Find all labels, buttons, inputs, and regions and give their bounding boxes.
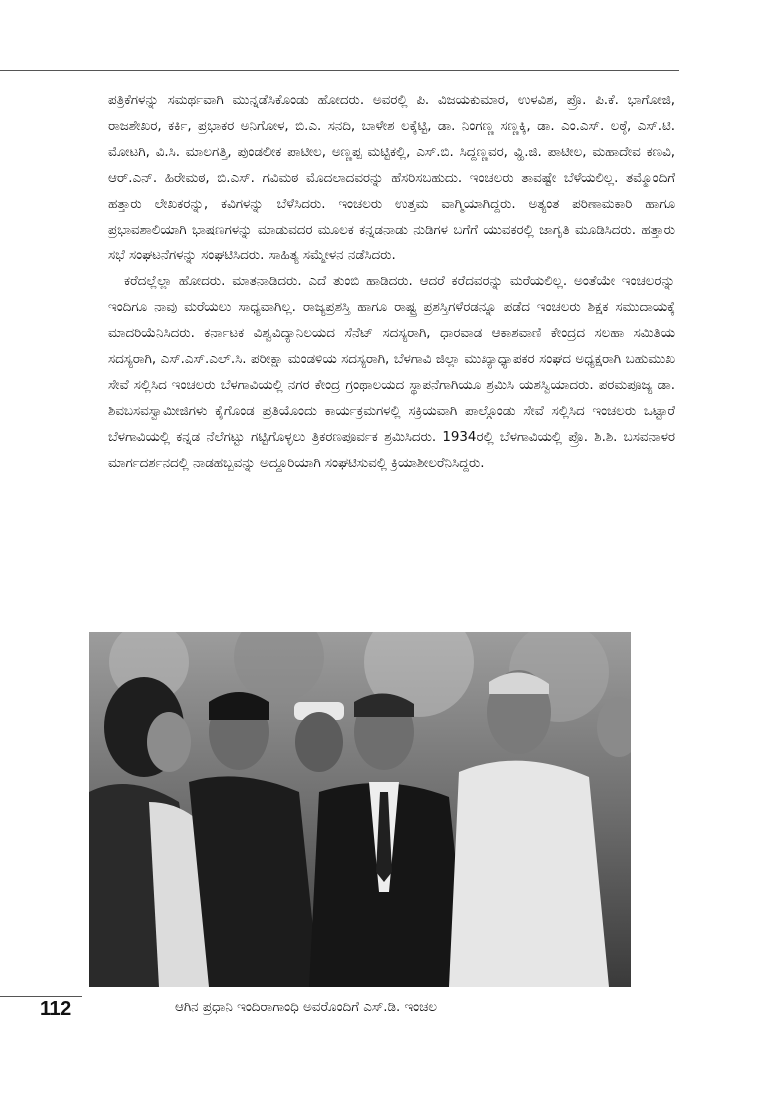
body-text xyxy=(108,88,675,477)
paragraph-2: ಕರೆದಲ್ಲೆಲ್ಲಾ ಹೋದರು. ಮಾತನಾಡಿದರು. ಎದೆ ತುಂಬಿ ಹಾಡಿದರು. ಆದರೆ ಕರೆದವರನ್ನು ಮರೆಯಲಿಲ್ಲ. ಅಂತೆಯೇ ಇಂಚಲರನ್ನು ಇಂದಿಗೂ ನಾವು ಮರೆಯಲು ಸಾಧ್ಯವಾಗಿಲ್ಲ. ರಾಜ್ಯಪ್ರಶಸ್ತಿ ಹಾಗೂ ರಾಷ್ಟ್ರ ಪ್ರಶಸ್ತಿಗಳೆರಡನ್ನೂ ಪಡೆದ ಇಂಚಲರು ಶಿಕ್ಷಕ ಸಮುದಾಯಕ್ಕೆ ಮಾದರಿಯೆನಿಸಿದರು. ಕರ್ನಾಟಕ ವಿಶ್ವವಿದ್ಯಾನಿಲಯದ ಸೆನೆಟ್ ಸದಸ್ಯರಾಗಿ, ಧಾರವಾಡ ಆಕಾಶವಾಣಿ ಕೇಂದ್ರದ ಸಲಹಾ ಸಮಿತಿಯ ಸದಸ್ಯರಾಗಿ, ಎಸ್.ಎಸ್.ಎಲ್.ಸಿ. ಪರೀಕ್ಷಾ ಮಂಡಳಿಯ ಸದಸ್ಯರಾಗಿ, ಬೆಳಗಾವಿ ಜಿಲ್ಲಾ ಮುಖ್ಯಾಧ್ಯಾಪಕರ ಸಂಘದ ಅಧ್ಯಕ್ಷರಾಗಿ ಬಹುಮುಖ ಸೇವೆ ಸಲ್ಲಿಸಿದ ಇಂಚಲರು ಬೆಳಗಾವಿಯಲ್ಲಿ ನಗರ ಕೇಂದ್ರ ಗ್ರಂಥಾಲಯದ ಸ್ಥಾಪನೆಗಾಗಿಯೂ ಶ್ರಮಿಸಿ ಯಶಸ್ವಿಯಾದರು. ಪರಮಪೂಜ್ಯ ಡಾ. ಶಿವಬಸವಸ್ವಾಮೀಜಿಗಳು ಕೈಗೊಂಡ ಪ್ರತಿಯೊಂದು ಕಾರ್ಯಕ್ರಮಗಳಲ್ಲಿ ಸಕ್ರಿಯವಾಗಿ ಪಾಲ್ಗೊಂಡು ಸೇವೆ ಸಲ್ಲಿಸಿದ ಇಂಚಲರು ಒಟ್ಟಾರೆ ಬೆಳಗಾವಿಯಲ್ಲಿ ಕನ್ನಡ ನೆಲೆಗಟ್ಟು ಗಟ್ಟಿಗೊಳ್ಳಲು ತ್ರಿಕರಣಪೂರ್ವಕ ಶ್ರಮಿಸಿದರು. 1934ರಲ್ಲಿ ಬೆಳಗಾವಿಯಲ್ಲಿ ಪ್ರೊ. ಶಿ.ಶಿ. ಬಸವನಾಳರ ಮಾರ್ಗದರ್ಶನದಲ್ಲಿ ನಾಡಹಬ್ಬವನ್ನು ಅದ್ದೂರಿಯಾಗಿ ಸಂಘಟಿಸುವಲ್ಲಿ ಕ್ರಿಯಾಶೀಲರೆನಿಸಿದ್ದರು. xyxy=(108,274,675,471)
group-photo xyxy=(89,632,631,987)
top-rule xyxy=(0,70,679,71)
paragraph-1: ಪತ್ರಿಕೆಗಳನ್ನು ಸಮರ್ಥವಾಗಿ ಮುನ್ನಡೆಸಿಕೊಂಡು ಹೋದರು. ಅವರಲ್ಲಿ ಪಿ. ವಿಜಯಕುಮಾರ, ಉಳವಿಶ, ಪ್ರೊ. ಪಿ.ಕೆ. ಭಾಗೋಜಿ, ರಾಜಶೇಖರ, ಕರ್ಕಿ, ಪ್ರಭಾಕರ ಅನಿಗೋಳ, ಬಿ.ಎ. ಸನದಿ, ಬಾಳೇಶ ಲಕ್ಕೆಟ್ಟಿ, ಡಾ. ನಿಂಗಣ್ಣ ಸಣ್ಣಕ್ಕಿ, ಡಾ. ಎಂ.ಎಸ್. ಲಠ್ಠೆ, ಎಸ್.ಟಿ. ಮೋಟಗಿ, ವಿ.ಸಿ. ಮಾಲಗತ್ತಿ, ಪುಂಡಲೀಕ ಪಾಟೀಲ, ಅಣ್ಣಪ್ಪ ಮಟ್ಟಿಕಲ್ಲಿ, ಎಸ್.ಬಿ. ಸಿದ್ದಣ್ಣವರ, ವ್ಹಿ.ಜಿ. ಪಾಟೀಲ, ಮಹಾದೇವ ಕಣವಿ, ಆರ್.ಎನ್. ಹಿರೇಮಠ, ಬಿ.ಎಸ್. ಗವಿಮಠ ಮೊದಲಾದವರನ್ನು ಹೆಸರಿಸಬಹುದು. ಇಂಚಲರು ತಾವಷ್ಟೇ ಬೆಳೆಯಲಿಲ್ಲ. ತಮ್ಮೊಂದಿಗೆ ಹತ್ತಾರು ಲೇಖಕರನ್ನು, ಕವಿಗಳನ್ನು ಬೆಳೆಸಿದರು. ಇಂಚಲರು ಉತ್ತಮ ವಾಗ್ಮಿಯಾಗಿದ್ದರು. ಅತ್ಯಂತ ಪರಿಣಾಮಕಾರಿ ಹಾಗೂ ಪ್ರಭಾವಶಾಲಿಯಾಗಿ ಭಾಷಣಗಳನ್ನು ಮಾಡುವದರ ಮೂಲಕ ಕನ್ನಡನಾಡು ನುಡಿಗಳ ಬಗೆಗೆ ಯುವಕರಲ್ಲಿ ಜಾಗೃತಿ ಮೂಡಿಸಿದರು. ಹತ್ತಾರು ಸಭೆ ಸಂಘಟನೆಗಳನ್ನು ಸಂಘಟಿಸಿದರು. ಸಾಹಿತ್ಯ ಸಮ್ಮೇಳನ ನಡೆಸಿದರು. xyxy=(108,93,675,264)
bottom-rule xyxy=(0,996,82,997)
group-photo-image xyxy=(89,632,631,987)
photo-caption: ಆಗಿನ ಪ್ರಧಾನಿ ಇಂದಿರಾಗಾಂಧಿ ಅವರೊಂದಿಗೆ ಎಸ್.ಡಿ. ಇಂಚಲ xyxy=(175,1000,437,1015)
page-number: 112 xyxy=(40,998,71,1020)
